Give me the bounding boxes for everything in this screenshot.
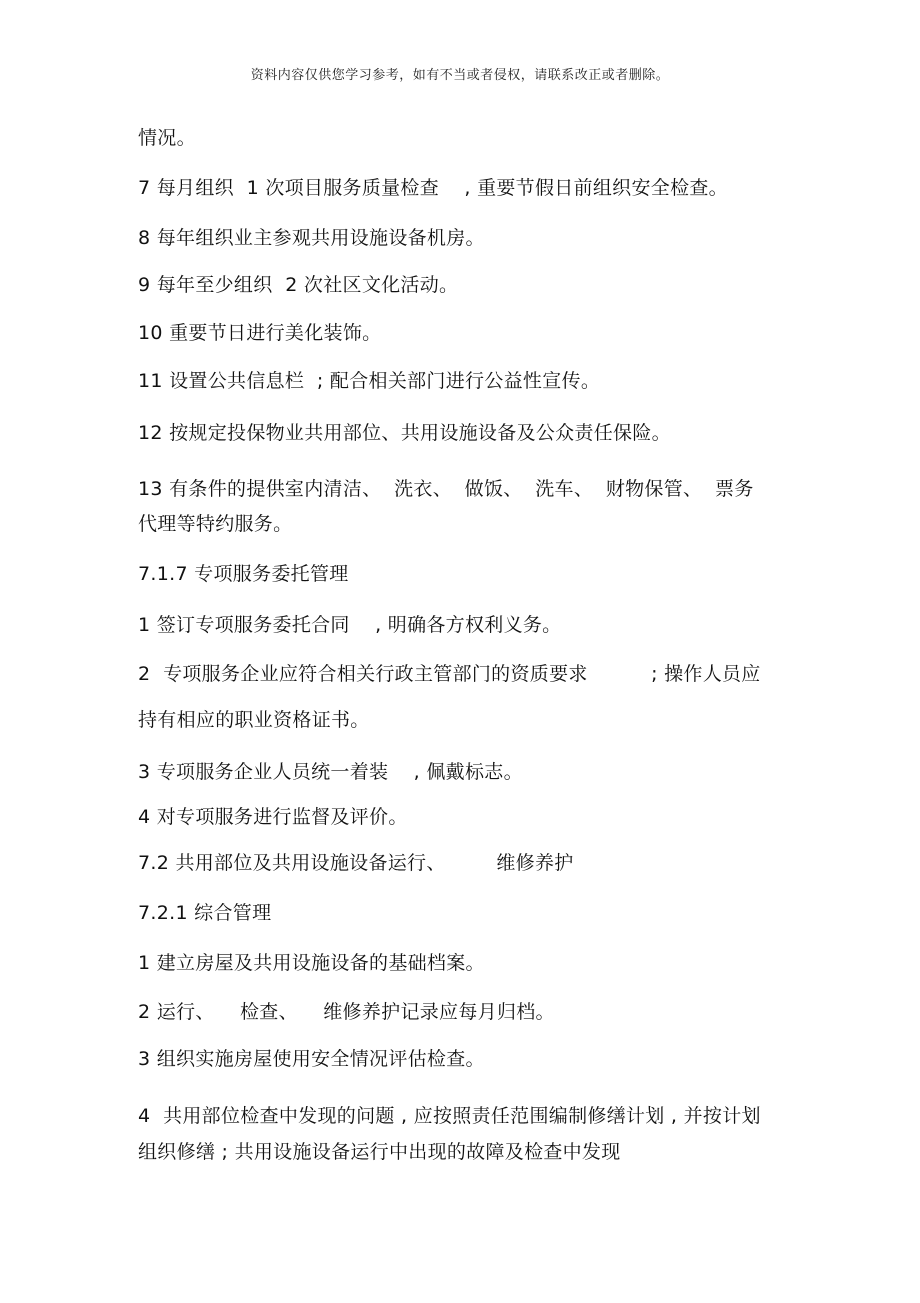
text-line: 12 按规定投保物业共用部位、共用设施设备及公众责任保险。 (138, 422, 671, 444)
section-heading: 7.1.7 专项服务委托管理 (138, 563, 349, 585)
text-line: 10 重要节日进行美化装饰。 (138, 322, 382, 344)
text-line: 3 组织实施房屋使用安全情况评估检查。 (138, 1048, 485, 1070)
text-line: 1 建立房屋及共用设施设备的基础档案。 (138, 952, 485, 974)
text-line: 3 专项服务企业人员统一着装 , 佩戴标志。 (138, 761, 523, 783)
text-line: 情况。 (138, 127, 196, 149)
text-line: 7 每月组织 1 次项目服务质量检查 , 重要节假日前组织安全检查。 (138, 177, 728, 199)
text-line: 4 共用部位检查中发现的问题 , 应按照责任范围编制修缮计划 , 并按计划 (138, 1105, 761, 1127)
text-line: 8 每年组织业主参观共用设施设备机房。 (138, 227, 485, 249)
text-line: 9 每年至少组织 2 次社区文化活动。 (138, 274, 459, 296)
page-header-disclaimer: 资料内容仅供您学习参考，如有不当或者侵权，请联系改正或者删除。 (250, 68, 670, 83)
section-heading: 7.2.1 综合管理 (138, 902, 272, 924)
text-line: 代理等特约服务。 (138, 513, 293, 535)
text-line: 11 设置公共信息栏 ; 配合相关部门进行公益性宣传。 (138, 370, 601, 392)
section-heading: 7.2 共用部位及共用设施设备运行、 维修养护 (138, 852, 574, 874)
text-line: 组织修缮 ; 共用设施设备运行中出现的故障及检查中发现 (138, 1141, 621, 1163)
text-line: 持有相应的职业资格证书。 (138, 709, 370, 731)
text-line: 1 签订专项服务委托合同 , 明确各方权利义务。 (138, 614, 562, 636)
text-line: 2 运行、 检查、 维修养护记录应每月归档。 (138, 1001, 555, 1023)
text-line: 2 专项服务企业应符合相关行政主管部门的资质要求 ; 操作人员应 (138, 663, 761, 685)
text-line: 13 有条件的提供室内清洁、 洗衣、 做饭、 洗车、 财物保管、 票务 (138, 478, 754, 500)
text-line: 4 对专项服务进行监督及评价。 (138, 806, 408, 828)
